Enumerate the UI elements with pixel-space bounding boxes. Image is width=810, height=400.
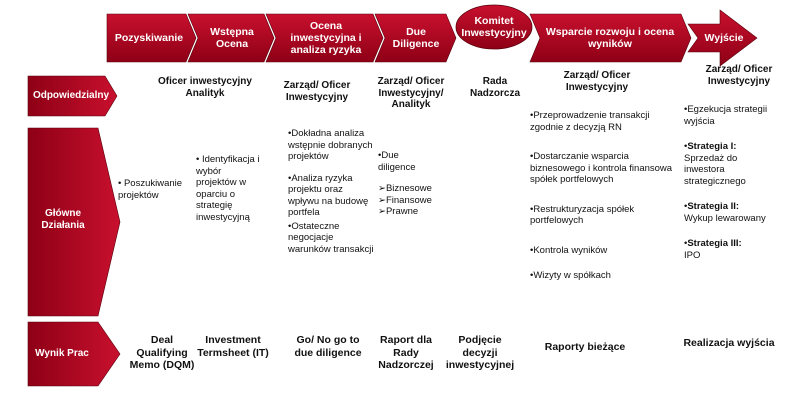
stage-label-7: Wyjście — [704, 32, 744, 44]
activities-c2 — [288, 128, 374, 261]
responsible-c1: Oficer inwestycyjny Analityk — [158, 76, 252, 99]
bullet-icon: • — [530, 110, 534, 121]
bullet-icon: • — [288, 172, 292, 184]
activities-c5 — [530, 110, 676, 288]
activities-c6 — [684, 104, 774, 267]
row-label-output: Wynik Prac — [35, 348, 89, 359]
stage-label-5: Komitet Inwestycyjny — [461, 15, 527, 39]
responsible-c4: Rada Nadzorcza — [469, 76, 520, 99]
responsible-c6: Zarząd/ Oficer Inwestycyjny — [705, 64, 773, 87]
output-c1: Investment Termsheet (IT) — [197, 334, 269, 359]
stage-label-2: Wstępna Ocena — [210, 26, 254, 50]
bullet-icon: • — [530, 244, 534, 256]
activity-text: Dokładna analiza wstępnie dobranych projektów — [288, 128, 373, 162]
activity-subitem: Prawne — [385, 206, 419, 217]
bullet-icon: • — [196, 154, 200, 165]
activity-subitem: Biznesowe — [385, 183, 432, 194]
activity-text: Egzekucja strategii wyjścia — [684, 104, 768, 127]
arrow-bullet-icon: ➢ — [378, 194, 386, 206]
bullet-icon: • — [684, 141, 688, 152]
activity-text: Dostarczanie wsparcia biznesowego i kontrola finansowa spółek portfelowych — [530, 151, 673, 185]
bullet-icon: • — [288, 220, 292, 232]
activity-text: Kontrola wyników — [533, 244, 608, 256]
arrow-bullet-icon: ➢ — [378, 183, 386, 194]
responsible-c5: Zarząd/ Oficer Inwestycyjny — [563, 70, 631, 93]
activity-text: Wizyty w spółkach — [533, 270, 611, 281]
stage-label-4: Due Diligence — [392, 26, 440, 50]
bullet-icon: • — [530, 151, 534, 162]
bullet-icon: • — [288, 128, 292, 139]
activity-text: Due diligence — [378, 150, 416, 173]
activity-text: Przeprowadzenie transakcji zgodnie z decyzją RN — [530, 110, 650, 133]
strategy-2-text: Wykup lewarowany — [684, 212, 766, 224]
bullet-icon: • — [684, 201, 688, 212]
activity-text: Analiza ryzyka projektu oraz wpływu na budowę portfela — [288, 172, 369, 218]
strategy-2-label: Strategia II: — [687, 201, 740, 212]
bullet-icon: • — [118, 178, 122, 189]
output-c6: Realizacja wyjścia — [683, 337, 775, 349]
bullet-icon: • — [530, 203, 534, 215]
output-c3: Raport dla Rady Nadzorczej — [378, 334, 434, 371]
stage-label-1: Pozyskiwanie — [114, 32, 184, 44]
activity-subitem: Finansowe — [385, 194, 432, 206]
responsible-c2: Zarząd/ Oficer Inwestycyjny — [283, 80, 351, 103]
bullet-icon: • — [684, 238, 688, 249]
strategy-3-text: IPO — [684, 249, 701, 261]
strategy-3-label: Strategia III: — [687, 238, 742, 249]
activity-text: Identyfikacja i wybór projektów w oparciu o strategię inwestycyjną — [196, 154, 260, 223]
strategy-1-text: Sprzedaż do inwestora strategicznego — [684, 152, 746, 187]
row-label-activities: Główne Działania — [41, 208, 85, 231]
activities-c1 — [196, 154, 264, 229]
activities-c0 — [118, 178, 198, 207]
row-label-responsible: Odpowiedzialny — [32, 90, 110, 101]
output-c5: Raporty bieżące — [544, 341, 626, 353]
activity-text: Poszukiwanie projektów — [118, 178, 183, 201]
activity-text: Ostateczne negocjacje warunków transakcji — [288, 220, 374, 255]
stage-label-6: Wsparcie rozwoju i ocena wyników — [545, 26, 675, 50]
arrow-bullet-icon: ➢ — [378, 206, 386, 217]
activity-text: Restrukturyzacja spółek portfelowych — [530, 203, 635, 226]
bullet-icon: • — [530, 270, 534, 281]
responsible-c3: Zarząd/ Oficer Inwestycyjny/ Analityk — [377, 76, 445, 110]
activities-c3 — [378, 150, 458, 218]
stage-label-3: Ocena inwestycyjna i analiza ryzyka — [290, 20, 362, 56]
output-c4: Podjęcie decyzji inwestycyjnej — [445, 334, 515, 371]
bullet-icon: • — [378, 150, 382, 161]
strategy-1-label: Strategia I: — [687, 141, 737, 152]
bullet-icon: • — [684, 104, 688, 115]
output-c2: Go/ No go to due diligence — [294, 334, 362, 359]
output-c0: Deal Qualifying Memo (DQM) — [129, 334, 195, 371]
